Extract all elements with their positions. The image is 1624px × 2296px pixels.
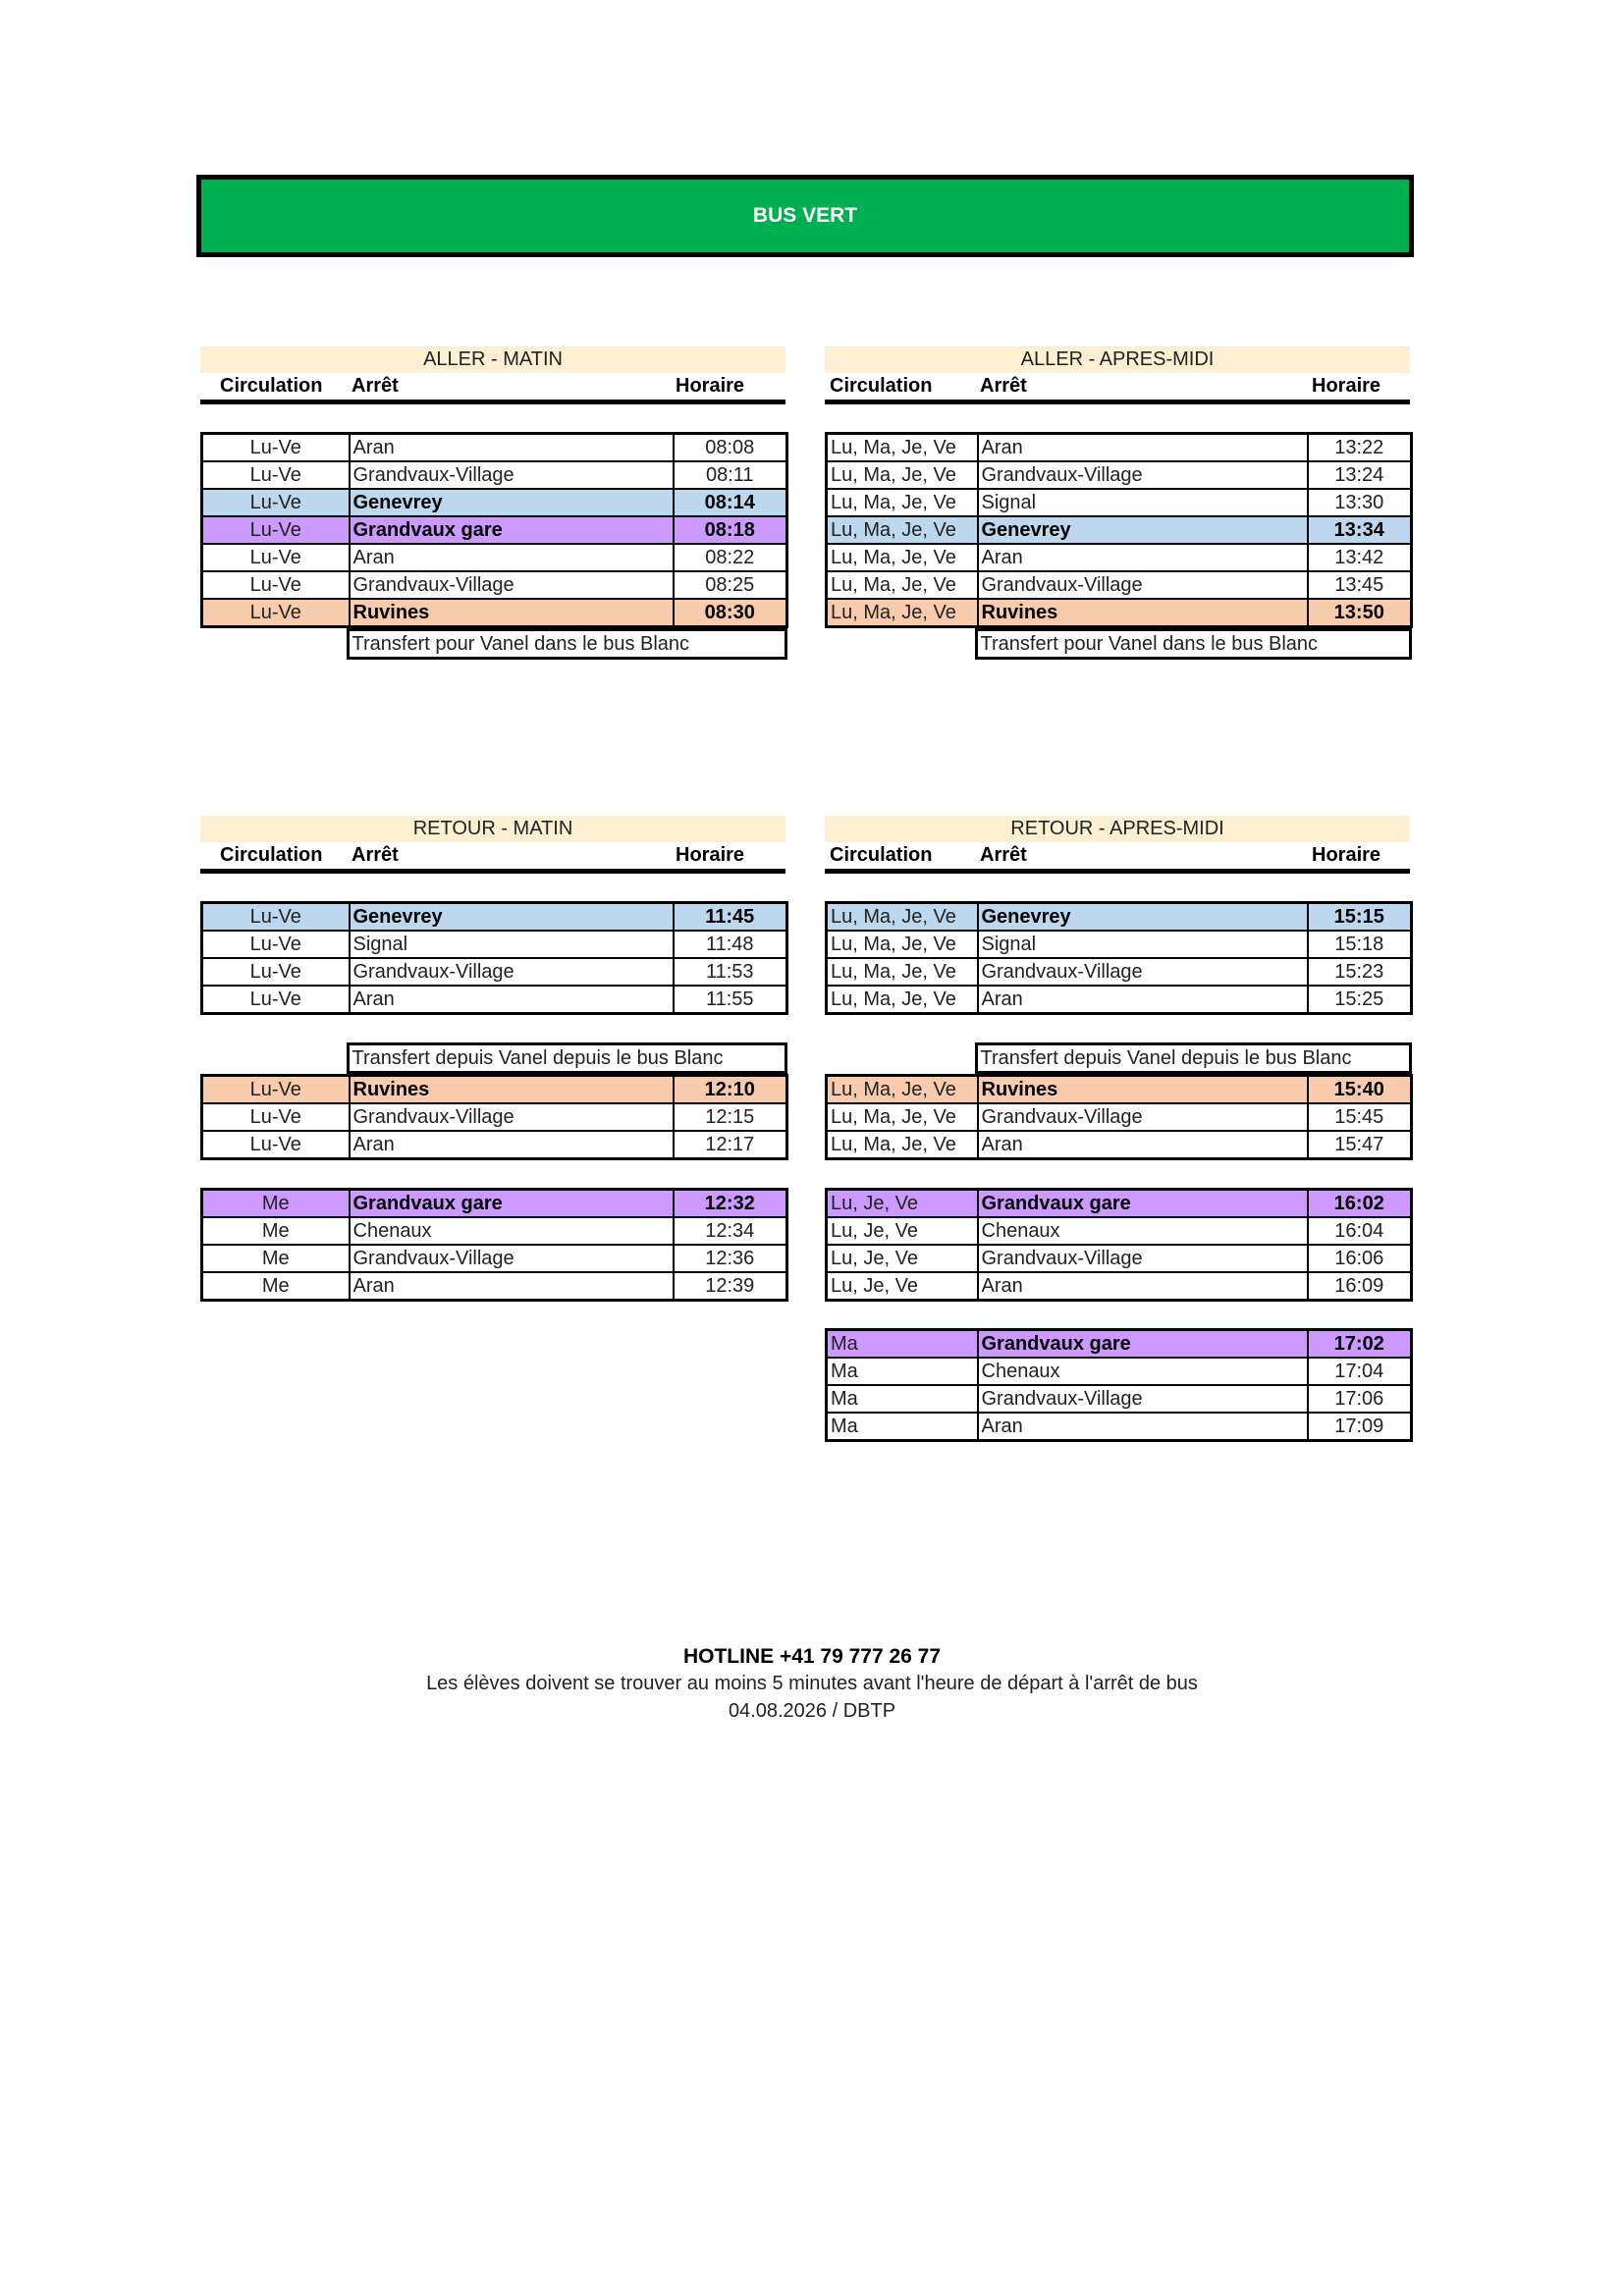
table-row — [827, 1245, 1412, 1272]
column-headers — [200, 373, 785, 404]
stop-cell: Grandvaux-Village — [350, 1245, 674, 1272]
time-cell: 11:53 — [674, 958, 787, 986]
time-cell: 12:32 — [674, 1190, 787, 1218]
stop-cell: Chenaux — [350, 1217, 674, 1245]
section-title: ALLER - APRES-MIDI — [825, 347, 1410, 373]
transfer-row — [825, 1042, 1410, 1074]
time-cell: 12:36 — [674, 1245, 787, 1272]
transfer-row — [825, 628, 1410, 660]
schedule-block — [825, 1328, 1410, 1442]
time-cell: 15:25 — [1308, 986, 1412, 1014]
circulation-cell: Lu, Ma, Je, Ve — [827, 1131, 978, 1159]
schedule-block — [825, 1188, 1410, 1302]
header-time: Horaire — [1312, 375, 1381, 397]
schedule-block — [200, 432, 785, 628]
table-row — [827, 516, 1412, 544]
table-row — [827, 958, 1412, 986]
circulation-cell: Lu, Je, Ve — [827, 1272, 978, 1301]
header-stop: Arrêt — [980, 375, 1027, 397]
table-row — [827, 986, 1412, 1014]
schedule-table — [825, 1188, 1413, 1302]
table-row — [827, 1217, 1412, 1245]
stop-cell: Grandvaux gare — [350, 1190, 674, 1218]
circulation-cell: Lu-Ve — [202, 986, 350, 1014]
circulation-cell: Lu-Ve — [202, 958, 350, 986]
column-headers — [825, 373, 1410, 404]
stop-cell: Aran — [350, 1272, 674, 1301]
table-row — [827, 461, 1412, 489]
time-cell: 12:10 — [674, 1076, 787, 1104]
stop-cell: Ruvines — [978, 599, 1308, 627]
schedule-table — [200, 1188, 788, 1302]
time-cell: 16:09 — [1308, 1272, 1412, 1301]
footer-note: Les élèves doivent se trouver au moins 5 minutes avant l'heure de départ à l'arrêt de bus — [426, 1673, 1198, 1694]
time-cell: 17:09 — [1308, 1413, 1412, 1441]
circulation-cell: Lu, Ma, Je, Ve — [827, 903, 978, 932]
circulation-cell: Lu, Ma, Je, Ve — [827, 599, 978, 627]
schedule-table — [825, 1328, 1413, 1442]
table-row — [202, 1076, 787, 1104]
time-cell: 15:18 — [1308, 931, 1412, 958]
section-title: ALLER - MATIN — [200, 347, 785, 373]
header-stop: Arrêt — [980, 844, 1027, 866]
circulation-cell: Lu, Ma, Je, Ve — [827, 461, 978, 489]
circulation-cell: Lu, Ma, Je, Ve — [827, 958, 978, 986]
circulation-cell: Lu-Ve — [202, 903, 350, 932]
table-row — [827, 1131, 1412, 1159]
stop-cell: Genevrey — [350, 903, 674, 932]
header-circulation: Circulation — [830, 375, 933, 397]
section-retour-apres-midi — [825, 816, 1410, 1442]
stop-cell: Chenaux — [978, 1358, 1308, 1385]
header-stop: Arrêt — [352, 844, 399, 866]
circulation-cell: Me — [202, 1245, 350, 1272]
section-title: RETOUR - MATIN — [200, 816, 785, 842]
time-cell: 08:08 — [674, 434, 787, 462]
circulation-cell: Lu, Ma, Je, Ve — [827, 931, 978, 958]
time-cell: 17:02 — [1308, 1330, 1412, 1359]
schedule-block — [200, 1074, 785, 1160]
time-cell: 16:06 — [1308, 1245, 1412, 1272]
schedule-block — [200, 1188, 785, 1302]
table-row — [202, 1103, 787, 1131]
header-circulation: Circulation — [220, 375, 323, 397]
stop-cell: Genevrey — [978, 903, 1308, 932]
table-row — [202, 931, 787, 958]
transfer-note: Transfert depuis Vanel depuis le bus Blanc — [976, 1044, 1410, 1073]
schedule-table — [200, 432, 788, 628]
hotline-text: HOTLINE +41 79 777 26 77 — [682, 1645, 942, 1668]
circulation-cell: Lu-Ve — [202, 1076, 350, 1104]
table-row — [827, 571, 1412, 599]
section-aller-matin — [200, 347, 785, 660]
table-row — [202, 571, 787, 599]
time-cell: 11:55 — [674, 986, 787, 1014]
header-circulation: Circulation — [220, 844, 323, 866]
stop-cell: Grandvaux-Village — [350, 461, 674, 489]
time-cell: 15:23 — [1308, 958, 1412, 986]
title-banner — [196, 175, 1414, 257]
circulation-cell: Ma — [827, 1330, 978, 1359]
transfer-table — [200, 1042, 787, 1074]
header-time: Horaire — [676, 844, 745, 866]
header-time: Horaire — [676, 375, 745, 397]
circulation-cell: Lu, Je, Ve — [827, 1217, 978, 1245]
empty-cell — [825, 630, 976, 659]
table-row — [202, 516, 787, 544]
empty-cell — [200, 1044, 348, 1073]
stop-cell: Grandvaux-Village — [978, 1103, 1308, 1131]
circulation-cell: Lu, Ma, Je, Ve — [827, 489, 978, 516]
time-cell: 13:22 — [1308, 434, 1412, 462]
header-stop: Arrêt — [352, 375, 399, 397]
stop-cell: Grandvaux-Village — [978, 958, 1308, 986]
circulation-cell: Lu-Ve — [202, 1103, 350, 1131]
stop-cell: Grandvaux-Village — [350, 571, 674, 599]
table-row — [202, 903, 787, 932]
stop-cell: Grandvaux gare — [978, 1190, 1308, 1218]
circulation-cell: Lu, Je, Ve — [827, 1245, 978, 1272]
circulation-cell: Lu-Ve — [202, 571, 350, 599]
circulation-cell: Lu-Ve — [202, 461, 350, 489]
table-row — [827, 1385, 1412, 1413]
time-cell: 12:15 — [674, 1103, 787, 1131]
time-cell: 11:48 — [674, 931, 787, 958]
circulation-cell: Lu-Ve — [202, 1131, 350, 1159]
empty-cell — [200, 630, 348, 659]
schedule-block — [825, 901, 1410, 1015]
schedule-table — [825, 901, 1413, 1015]
time-cell: 08:18 — [674, 516, 787, 544]
time-cell: 15:15 — [1308, 903, 1412, 932]
schedule-table — [200, 1074, 788, 1160]
stop-cell: Grandvaux-Village — [350, 958, 674, 986]
circulation-cell: Ma — [827, 1385, 978, 1413]
column-headers — [825, 842, 1410, 874]
stop-cell: Aran — [978, 986, 1308, 1014]
schedule-table — [200, 901, 788, 1015]
table-row — [827, 1190, 1412, 1218]
transfer-table — [825, 1042, 1412, 1074]
circulation-cell: Lu-Ve — [202, 489, 350, 516]
circulation-cell: Lu, Ma, Je, Ve — [827, 986, 978, 1014]
transfer-note: Transfert pour Vanel dans le bus Blanc — [348, 630, 785, 659]
table-row — [827, 1272, 1412, 1301]
stop-cell: Aran — [350, 434, 674, 462]
circulation-cell: Lu, Ma, Je, Ve — [827, 1076, 978, 1104]
stop-cell: Signal — [978, 931, 1308, 958]
stop-cell: Aran — [978, 1413, 1308, 1441]
time-cell: 15:40 — [1308, 1076, 1412, 1104]
table-row — [202, 434, 787, 462]
table-row — [827, 489, 1412, 516]
circulation-cell: Lu, Ma, Je, Ve — [827, 544, 978, 571]
circulation-cell: Lu, Ma, Je, Ve — [827, 434, 978, 462]
stop-cell: Genevrey — [978, 516, 1308, 544]
time-cell: 12:34 — [674, 1217, 787, 1245]
column-headers — [200, 842, 785, 874]
section-retour-matin — [200, 816, 785, 1302]
table-row — [827, 1358, 1412, 1385]
table-row — [202, 544, 787, 571]
table-row — [827, 931, 1412, 958]
time-cell: 08:22 — [674, 544, 787, 571]
table-row — [202, 1272, 787, 1301]
time-cell: 16:04 — [1308, 1217, 1412, 1245]
transfer-note: Transfert depuis Vanel depuis le bus Blanc — [348, 1044, 785, 1073]
circulation-cell: Ma — [827, 1413, 978, 1441]
schedule-block — [825, 1074, 1410, 1160]
stop-cell: Signal — [978, 489, 1308, 516]
time-cell: 13:50 — [1308, 599, 1412, 627]
circulation-cell: Lu-Ve — [202, 516, 350, 544]
time-cell: 11:45 — [674, 903, 787, 932]
time-cell: 08:11 — [674, 461, 787, 489]
time-cell: 15:45 — [1308, 1103, 1412, 1131]
table-row — [202, 986, 787, 1014]
circulation-cell: Lu-Ve — [202, 434, 350, 462]
stop-cell: Grandvaux-Village — [978, 571, 1308, 599]
circulation-cell: Me — [202, 1217, 350, 1245]
table-row — [827, 1076, 1412, 1104]
stop-cell: Genevrey — [350, 489, 674, 516]
table-row — [827, 903, 1412, 932]
table-row — [202, 461, 787, 489]
stop-cell: Chenaux — [978, 1217, 1308, 1245]
empty-cell — [825, 1044, 976, 1073]
time-cell: 08:30 — [674, 599, 787, 627]
header-circulation: Circulation — [830, 844, 933, 866]
table-row — [202, 1245, 787, 1272]
transfer-table — [825, 628, 1412, 660]
table-row — [827, 1330, 1412, 1359]
circulation-cell: Lu-Ve — [202, 544, 350, 571]
table-row — [827, 1103, 1412, 1131]
table-row — [202, 1131, 787, 1159]
circulation-cell: Me — [202, 1272, 350, 1301]
table-row — [202, 599, 787, 627]
time-cell: 12:39 — [674, 1272, 787, 1301]
stop-cell: Ruvines — [350, 599, 674, 627]
circulation-cell: Lu, Ma, Je, Ve — [827, 516, 978, 544]
circulation-cell: Lu, Ma, Je, Ve — [827, 1103, 978, 1131]
time-cell: 17:06 — [1308, 1385, 1412, 1413]
time-cell: 13:30 — [1308, 489, 1412, 516]
table-row — [202, 1190, 787, 1218]
circulation-cell: Lu, Je, Ve — [827, 1190, 978, 1218]
table-row — [827, 434, 1412, 462]
stop-cell: Signal — [350, 931, 674, 958]
table-row — [202, 1217, 787, 1245]
stop-cell: Ruvines — [350, 1076, 674, 1104]
stop-cell: Grandvaux-Village — [978, 1385, 1308, 1413]
section-aller-apres-midi — [825, 347, 1410, 660]
stop-cell: Aran — [978, 1131, 1308, 1159]
stop-cell: Aran — [978, 1272, 1308, 1301]
footer-date: 04.08.2026 / DBTP — [728, 1700, 896, 1722]
stop-cell: Aran — [978, 544, 1308, 571]
circulation-cell: Lu, Ma, Je, Ve — [827, 571, 978, 599]
stop-cell: Grandvaux gare — [978, 1330, 1308, 1359]
schedule-table — [825, 432, 1413, 628]
stop-cell: Ruvines — [978, 1076, 1308, 1104]
table-row — [202, 489, 787, 516]
table-row — [827, 599, 1412, 627]
schedule-block — [825, 432, 1410, 628]
transfer-note: Transfert pour Vanel dans le bus Blanc — [976, 630, 1410, 659]
time-cell: 13:45 — [1308, 571, 1412, 599]
stop-cell: Aran — [350, 986, 674, 1014]
table-row — [827, 544, 1412, 571]
stop-cell: Grandvaux-Village — [978, 1245, 1308, 1272]
schedule-table — [825, 1074, 1413, 1160]
circulation-cell: Me — [202, 1190, 350, 1218]
stop-cell: Aran — [978, 434, 1308, 462]
circulation-cell: Lu-Ve — [202, 599, 350, 627]
time-cell: 16:02 — [1308, 1190, 1412, 1218]
stop-cell: Grandvaux gare — [350, 516, 674, 544]
schedule-block — [200, 901, 785, 1015]
transfer-row — [200, 628, 785, 660]
time-cell: 15:47 — [1308, 1131, 1412, 1159]
stop-cell: Grandvaux-Village — [350, 1103, 674, 1131]
stop-cell: Aran — [350, 544, 674, 571]
time-cell: 08:25 — [674, 571, 787, 599]
circulation-cell: Ma — [827, 1358, 978, 1385]
time-cell: 17:04 — [1308, 1358, 1412, 1385]
header-time: Horaire — [1312, 844, 1381, 866]
table-row — [827, 1413, 1412, 1441]
time-cell: 13:34 — [1308, 516, 1412, 544]
time-cell: 13:24 — [1308, 461, 1412, 489]
section-title: RETOUR - APRES-MIDI — [825, 816, 1410, 842]
stop-cell: Grandvaux-Village — [978, 461, 1308, 489]
time-cell: 08:14 — [674, 489, 787, 516]
transfer-table — [200, 628, 787, 660]
time-cell: 13:42 — [1308, 544, 1412, 571]
time-cell: 12:17 — [674, 1131, 787, 1159]
table-row — [202, 958, 787, 986]
stop-cell: Aran — [350, 1131, 674, 1159]
circulation-cell: Lu-Ve — [202, 931, 350, 958]
page-title: BUS VERT — [752, 204, 858, 227]
transfer-row — [200, 1042, 785, 1074]
